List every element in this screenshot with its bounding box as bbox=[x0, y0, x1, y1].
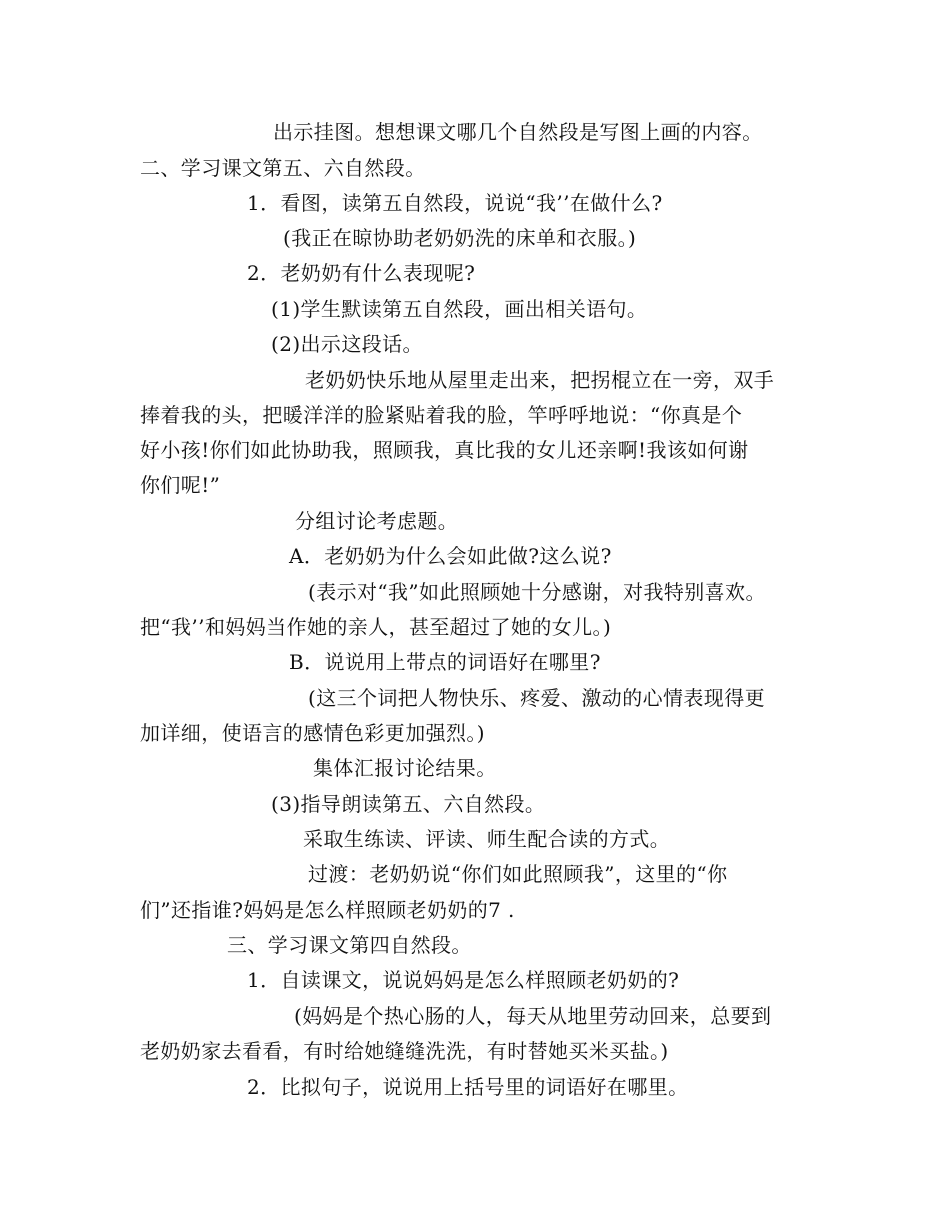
text-line-21: 采取生练读、评读、师生配合读的方式。 bbox=[303, 827, 671, 851]
text-line-25: 1．自读课文，说说妈妈是怎么样照顾老奶奶的? bbox=[247, 968, 680, 992]
text-line-15: 把“我’’和妈妈当作她的亲人，甚至超过了她的女儿。) bbox=[140, 615, 612, 639]
quote-line-10: 好小孩!你们如此协助我，照顾我，真比我的女儿还亲啊!我该如何谢 bbox=[140, 438, 749, 462]
text-line-22: 过渡：老奶奶说“你们如此照顾我”，这里的“你 bbox=[308, 862, 728, 886]
text-line-23: 们”还指谁?妈妈是怎么样照顾老奶奶的7 . bbox=[140, 898, 515, 922]
text-line-17: (这三个词把人物快乐、疼爱、激动的心情表现得更 bbox=[308, 686, 766, 710]
text-line-4: (我正在晾协助老奶奶洗的床单和衣服。) bbox=[283, 226, 637, 250]
text-line-13: A．老奶奶为什么会如此做?这么说? bbox=[289, 544, 612, 568]
text-line-14: (表示对“我”如此照顾她十分感谢，对我特别喜欢。 bbox=[308, 580, 766, 604]
section-heading-2: 二、学习课文第五、六自然段。 bbox=[140, 156, 426, 180]
text-line-27: 老奶奶家去看看，有时给她缝缝洗洗，有时替她买米买盐。) bbox=[140, 1039, 669, 1063]
text-line-16: B．说说用上带点的词语好在哪里? bbox=[289, 650, 601, 674]
text-line-6: (1)学生默读第五自然段，画出相关语句。 bbox=[271, 297, 648, 321]
section-heading-24: 三、学习课文第四自然段。 bbox=[227, 933, 472, 957]
text-line-20: (3)指导朗读第五、六自然段。 bbox=[271, 792, 546, 816]
quote-line-11: 你们呢!” bbox=[140, 473, 221, 497]
quote-line-8: 老奶奶快乐地从屋里走出来，把拐棍立在一旁，双手 bbox=[305, 368, 775, 392]
text-line-7: (2)出示这段话。 bbox=[271, 332, 423, 356]
quote-line-9: 捧着我的头，把暖洋洋的脸紧贴着我的脸，竿呼呼地说：“你真是个 bbox=[140, 403, 743, 427]
text-line-26: (妈妈是个热心肠的人，每天从地里劳动回来，总要到 bbox=[294, 1004, 772, 1028]
text-line-18: 加详细，使语言的感情色彩更加强烈。) bbox=[140, 721, 486, 745]
text-line-3: 1．看图，读第五自然段，说说“我’’在做什么? bbox=[247, 191, 663, 215]
text-line-5: 2．老奶奶有什么表现呢? bbox=[247, 261, 476, 285]
text-line-28: 2．比拟句子，说说用上括号里的词语好在哪里。 bbox=[247, 1075, 689, 1099]
text-line-12: 分组讨论考虑题。 bbox=[295, 509, 459, 533]
text-line-1: 出示挂图。想想课文哪几个自然段是写图上画的内容。 bbox=[273, 120, 763, 144]
text-line-19: 集体汇报讨论结果。 bbox=[313, 756, 497, 780]
